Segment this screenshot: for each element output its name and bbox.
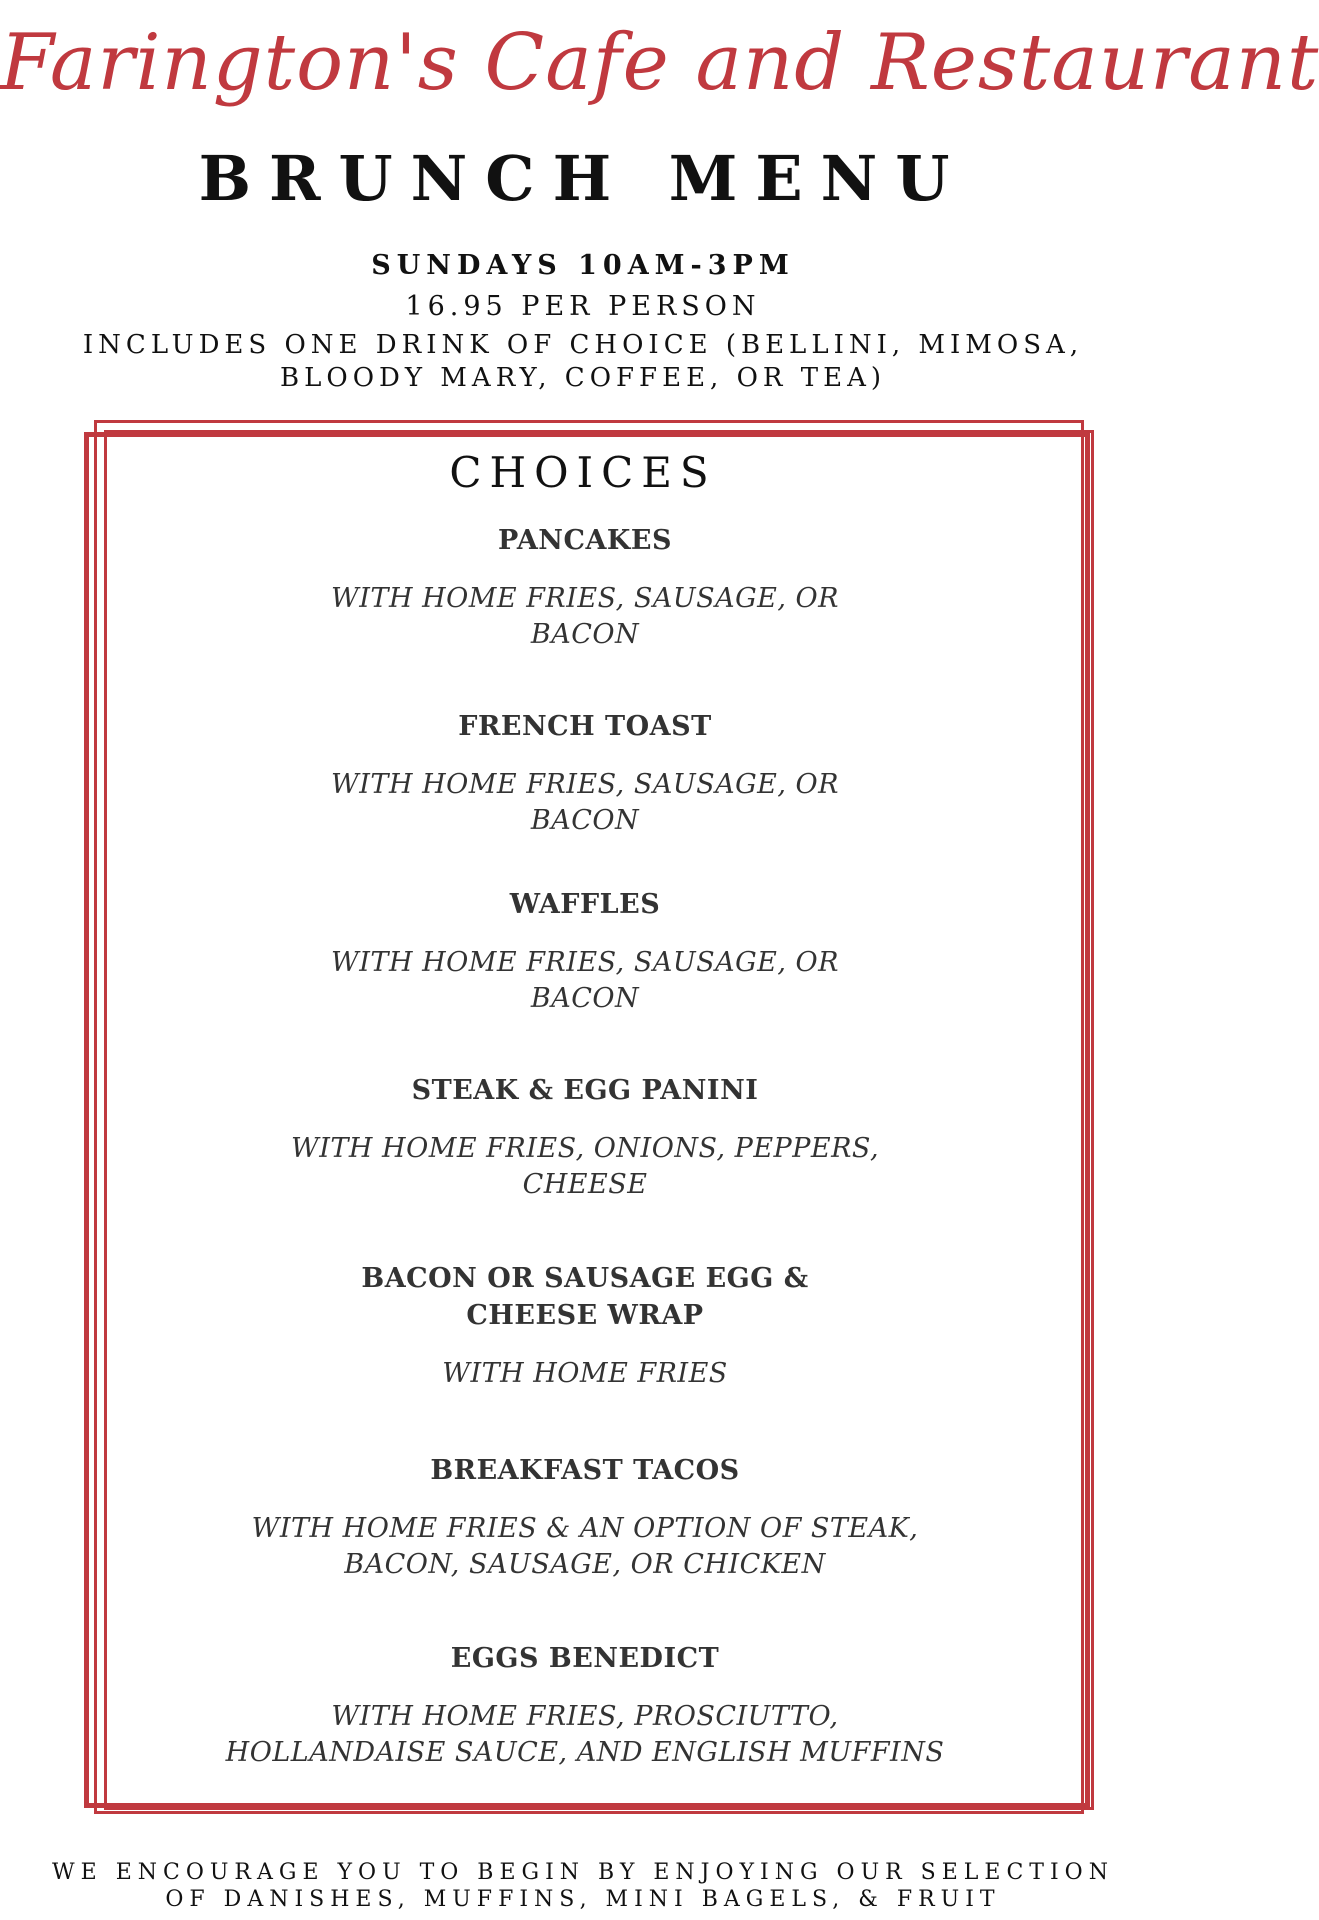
menu-item-name: FRENCH TOAST — [458, 711, 712, 742]
menu-item-description-line: BACON — [530, 619, 640, 650]
menu-item-waffles — [200, 886, 970, 1017]
menu-item-description-line: BACON — [530, 983, 640, 1014]
menu-title: BRUNCH MENU — [198, 142, 968, 215]
menu-item-name — [200, 1260, 970, 1334]
menu-item-description-line: WITH HOME FRIES — [442, 1358, 728, 1389]
footer-line-1: WE ENCOURAGE YOU TO BEGIN BY ENJOYING OUR SELECTION — [52, 1860, 1114, 1885]
menu-item-name: STEAK & EGG PANINI — [411, 1075, 759, 1106]
menu-item-name: BREAKFAST TACOS — [430, 1455, 740, 1486]
menu-item-description-line: WITH HOME FRIES, SAUSAGE, OR — [331, 769, 839, 800]
menu-item-description-line: BACON, SAUSAGE, OR CHICKEN — [344, 1549, 826, 1580]
menu-item-description-line: WITH HOME FRIES & AN OPTION OF STEAK, — [251, 1513, 919, 1544]
menu-item-description — [200, 767, 970, 839]
menu-item-pancakes — [200, 522, 970, 653]
menu-item-description-line: BACON — [530, 805, 640, 836]
drink-info-line-2: BLOODY MARY, COFFEE, OR TEA) — [280, 363, 886, 393]
menu-item-steak-egg-panini — [200, 1072, 970, 1203]
menu-item-description-line: CHEESE — [522, 1169, 648, 1200]
menu-item-description — [200, 1511, 970, 1583]
menu-item-description — [160, 1699, 1010, 1771]
footer-line-2: OF DANISHES, MUFFINS, MINI BAGELS, & FRUIT — [165, 1887, 1001, 1912]
menu-item-description-line: WITH HOME FRIES, SAUSAGE, OR — [331, 947, 839, 978]
menu-item-description — [200, 581, 970, 653]
menu-item-description-line: WITH HOME FRIES, PROSCIUTTO, — [331, 1701, 839, 1732]
menu-item-description-line: WITH HOME FRIES, SAUSAGE, OR — [331, 583, 839, 614]
menu-item-egg-cheese-wrap — [200, 1260, 970, 1392]
price-line: 16.95 PER PERSON — [405, 291, 761, 322]
menu-item-description-line: HOLLANDAISE SAUCE, AND ENGLISH MUFFINS — [225, 1737, 945, 1768]
drink-info-line-1: INCLUDES ONE DRINK OF CHOICE (BELLINI, MIMOSA, — [82, 330, 1084, 360]
hours-line: SUNDAYS 10AM-3PM — [371, 250, 795, 281]
menu-item-name: WAFFLES — [509, 889, 661, 920]
menu-item-name: EGGS BENEDICT — [450, 1643, 720, 1674]
menu-item-description — [200, 1131, 970, 1203]
menu-item-eggs-benedict — [160, 1640, 1010, 1771]
menu-item-name-line: CHEESE WRAP — [466, 1300, 704, 1331]
menu-item-french-toast — [200, 708, 970, 839]
menu-item-description-line: WITH HOME FRIES, ONIONS, PEPPERS, — [290, 1133, 880, 1164]
menu-item-breakfast-tacos — [200, 1452, 970, 1583]
choices-heading: CHOICES — [449, 448, 717, 497]
menu-item-description — [200, 945, 970, 1017]
menu-item-name: PANCAKES — [498, 525, 672, 556]
menu-item-name-line: BACON OR SAUSAGE EGG & — [361, 1263, 809, 1294]
menu-item-description — [200, 1356, 970, 1392]
restaurant-name: Farington's Cafe and Restaurant — [0, 18, 1319, 108]
